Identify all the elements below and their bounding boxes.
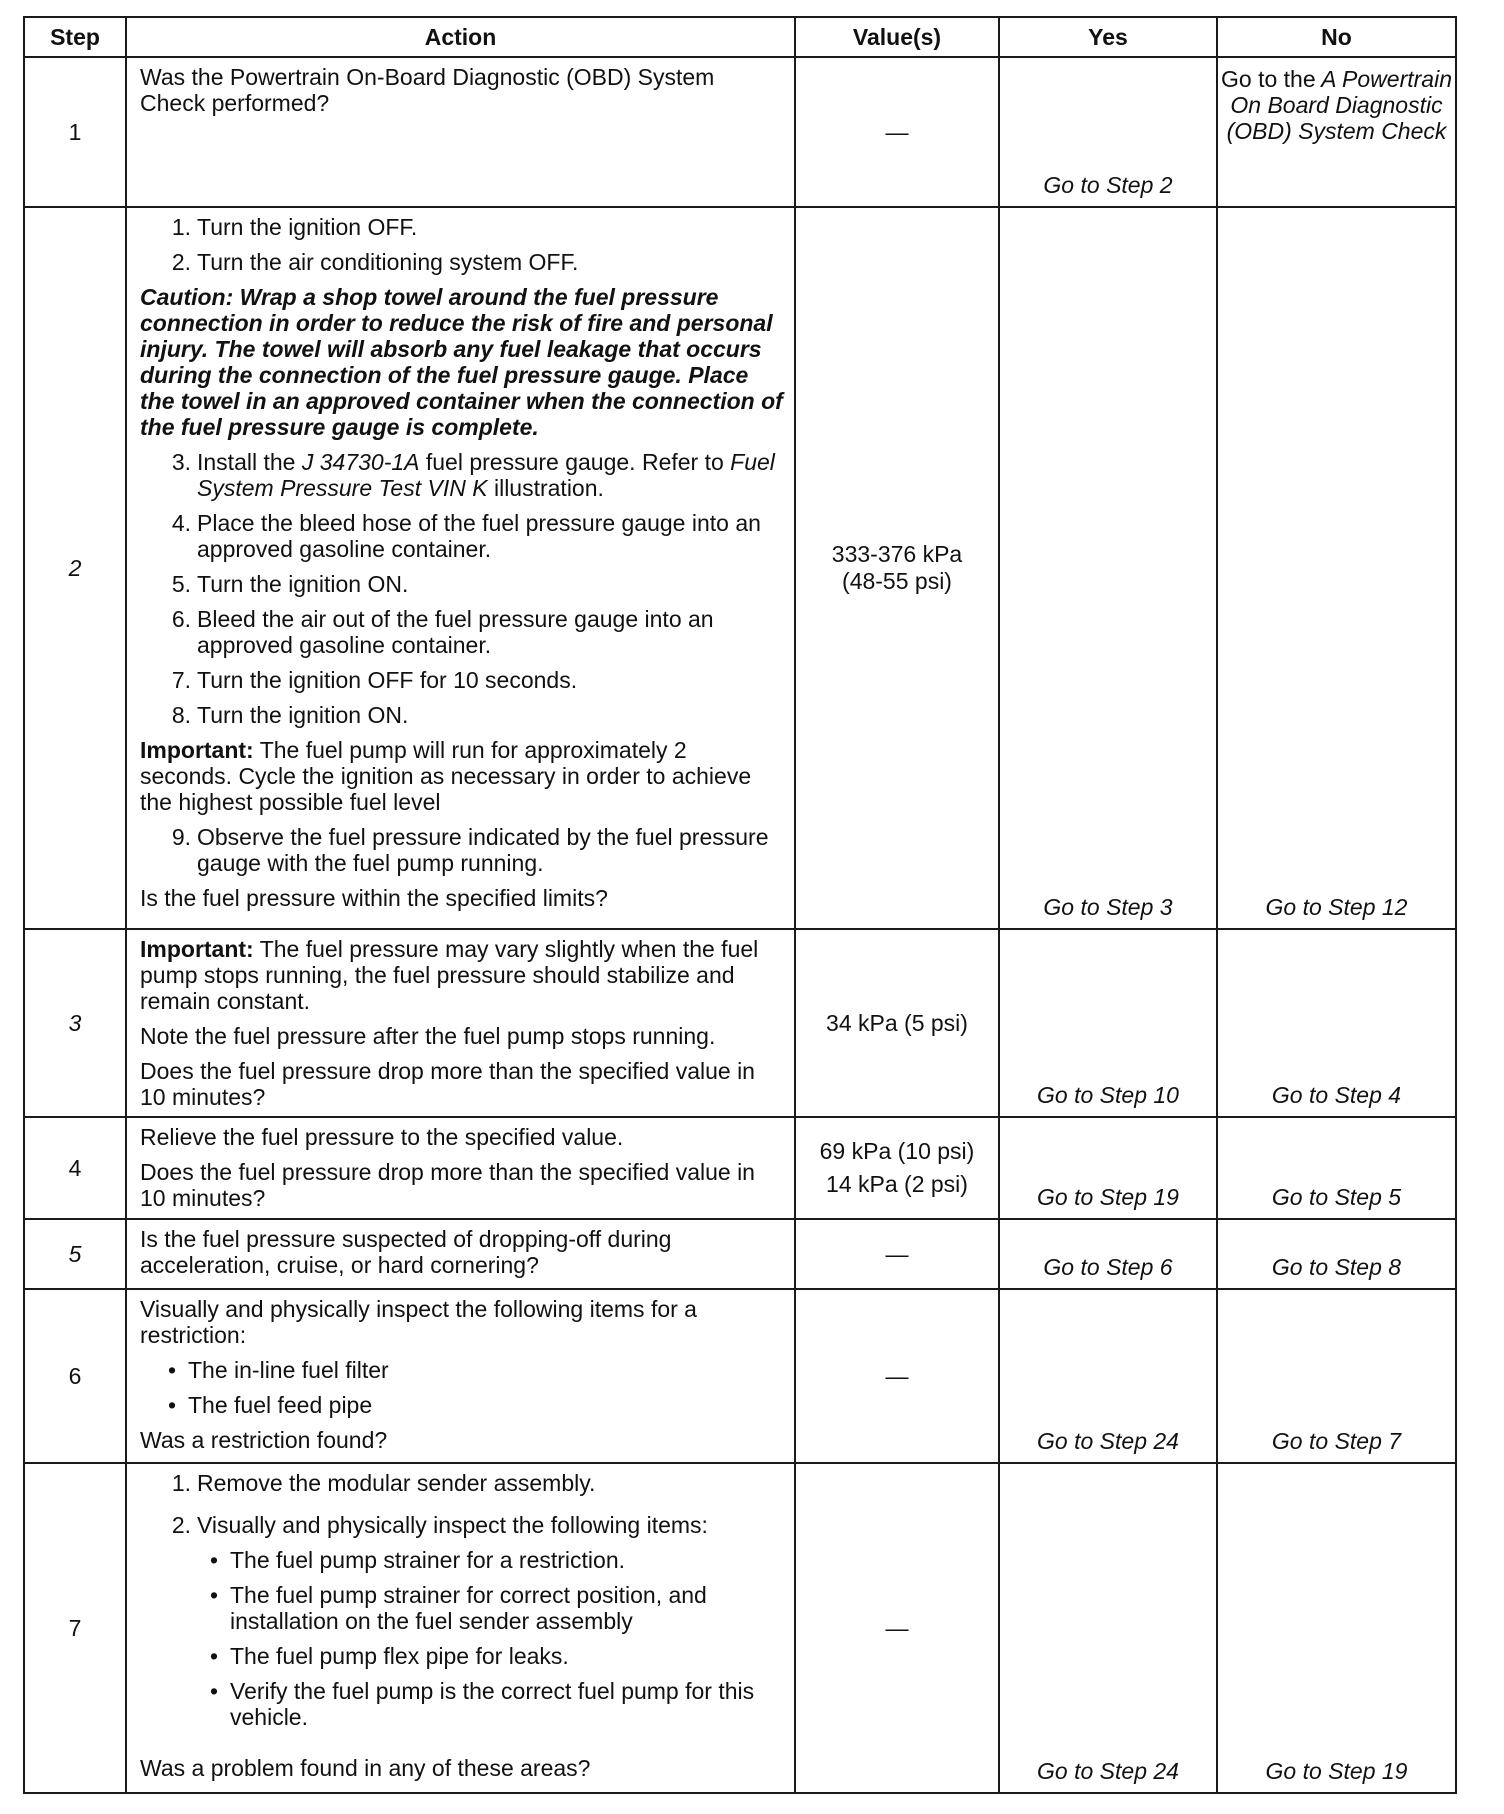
procedure-steps (140, 824, 784, 876)
procedure-step: 1. Remove the modular sender assembly. (171, 1470, 596, 1496)
question-text: Was a problem found in any of these areas? (140, 1755, 591, 1781)
yes-cell: Go to Step 3 (999, 207, 1217, 929)
value-cell: — (795, 1463, 999, 1793)
procedure-step: 7. Turn the ignition OFF for 10 seconds. (171, 667, 578, 693)
yes-cell: Go to Step 19 (999, 1117, 1217, 1219)
action-text: Visually and physically inspect the following items for a restriction: (140, 1296, 697, 1348)
no-cell: Go to Step 19 (1217, 1463, 1456, 1793)
table-row (24, 1117, 1456, 1219)
question-text: Does the fuel pressure drop more than the specified value in 10 minutes? (140, 1159, 755, 1211)
action-cell (126, 1219, 795, 1289)
action-cell (126, 929, 795, 1117)
question-text: Does the fuel pressure drop more than the specified value in 10 minutes? (140, 1058, 755, 1110)
no-reference: A Powertrain On Board Diagnostic (OBD) System Check (1226, 66, 1452, 144)
step-number: 7 (24, 1463, 126, 1793)
question-text: Was a restriction found? (140, 1427, 388, 1453)
value-cell (795, 207, 999, 929)
procedure-step: 4. Place the bleed hose of the fuel pressure gauge into an approved gasoline container. (171, 510, 761, 562)
table-row (24, 1289, 1456, 1463)
table-row (24, 207, 1456, 929)
caution-note: Caution: Wrap a shop towel around the fuel pressure connection in order to reduce the risk of fire and personal injury. The towel will absorb any fuel leakage that occurs during the connection of the fuel pressure gauge. Place the towel in an approved container when the connection of the fuel pressure gauge is complete. (140, 284, 783, 440)
illustration-reference: Fuel System Pressure Test VIN K (197, 449, 775, 501)
value-cell: — (795, 57, 999, 207)
list-item: • The fuel pump strainer for correct position, and installation on the fuel sender assembly (140, 1582, 784, 1634)
step-header: Step (24, 17, 126, 57)
value-cell: — (795, 1289, 999, 1463)
step-number: 5 (24, 1219, 126, 1289)
value-cell (795, 1117, 999, 1219)
action-cell (126, 1463, 795, 1793)
no-cell: Go to Step 5 (1217, 1117, 1456, 1219)
table-row (24, 57, 1456, 207)
procedure-step: 5. Turn the ignition ON. (171, 571, 409, 597)
yes-cell: Go to Step 10 (999, 929, 1217, 1117)
action-cell (126, 1117, 795, 1219)
procedure-step: 6. Bleed the air out of the fuel pressure gauge into an approved gasoline container. (171, 606, 714, 658)
tool-reference: J 34730-1A (301, 449, 420, 475)
value-cell: 34 kPa (5 psi) (795, 929, 999, 1117)
value-line: (48-55 psi) (842, 568, 952, 594)
action-text: Was the Powertrain On-Board Diagnostic (OBD) System Check performed? (140, 64, 715, 116)
list-item: • The in-line fuel filter (140, 1357, 784, 1383)
values-header: Value(s) (795, 17, 999, 57)
inspection-list (140, 1357, 784, 1418)
no-cell (1217, 57, 1456, 207)
value-line: 69 kPa (10 psi) (819, 1138, 975, 1164)
table-row (24, 1219, 1456, 1289)
action-cell (126, 1289, 795, 1463)
procedure-step: 9. Observe the fuel pressure indicated by the fuel pressure gauge with the fuel pump running. (171, 824, 769, 876)
no-cell: Go to Step 7 (1217, 1289, 1456, 1463)
yes-cell: Go to Step 6 (999, 1219, 1217, 1289)
yes-cell: Go to Step 24 (999, 1289, 1217, 1463)
action-header: Action (126, 17, 795, 57)
action-text: Relieve the fuel pressure to the specified value. (140, 1124, 624, 1150)
yes-cell: Go to Step 2 (999, 57, 1217, 207)
action-cell (126, 207, 795, 929)
diagnostic-table (23, 16, 1457, 1794)
no-cell: Go to Step 4 (1217, 929, 1456, 1117)
step-number: 6 (24, 1289, 126, 1463)
step-number: 4 (24, 1117, 126, 1219)
no-prefix: Go to the (1221, 66, 1316, 92)
action-cell (126, 57, 795, 207)
procedure-steps (140, 449, 784, 728)
yes-header: Yes (999, 17, 1217, 57)
no-cell: Go to Step 12 (1217, 207, 1456, 929)
inspection-list (140, 1547, 784, 1730)
procedure-step: 1. Turn the ignition OFF. (171, 214, 418, 240)
value-line: 333-376 kPa (831, 541, 963, 567)
action-text: Is the fuel pressure suspected of dropping-off during acceleration, cruise, or hard cornering? (140, 1226, 672, 1278)
step-number: 2 (24, 207, 126, 929)
table-row (24, 1463, 1456, 1793)
value-line: 14 kPa (2 psi) (826, 1171, 968, 1197)
procedure-step: 3. Install the J 34730-1A fuel pressure gauge. Refer to Fuel System Pressure Test VIN K illustration. (171, 449, 775, 501)
step-number: 3 (24, 929, 126, 1117)
yes-cell: Go to Step 24 (999, 1463, 1217, 1793)
important-note: Important: The fuel pressure may vary slightly when the fuel pump stops running, the fuel pressure should stabilize and remain constant. (140, 936, 759, 1014)
list-item: • Verify the fuel pump is the correct fuel pump for this vehicle. (140, 1678, 784, 1730)
action-text: Note the fuel pressure after the fuel pump stops running. (140, 1023, 716, 1049)
procedure-steps (140, 1470, 784, 1538)
procedure-step: 8. Turn the ignition ON. (171, 702, 409, 728)
list-item: • The fuel pump strainer for a restriction. (140, 1547, 784, 1573)
no-header: No (1217, 17, 1456, 57)
important-note: Important: The fuel pump will run for approximately 2 seconds. Cycle the ignition as necessary in order to achieve the highest possible fuel level (140, 737, 752, 815)
value-cell: — (795, 1219, 999, 1289)
no-cell: Go to Step 8 (1217, 1219, 1456, 1289)
list-item: • The fuel feed pipe (140, 1392, 784, 1418)
table-row (24, 929, 1456, 1117)
step-number: 1 (24, 57, 126, 207)
question-text: Is the fuel pressure within the specified limits? (140, 885, 608, 911)
procedure-step: 2. Visually and physically inspect the following items: (171, 1512, 708, 1538)
header-row (24, 17, 1456, 57)
procedure-step: 2. Turn the air conditioning system OFF. (171, 249, 579, 275)
list-item: • The fuel pump flex pipe for leaks. (140, 1643, 784, 1669)
procedure-steps (140, 214, 784, 275)
